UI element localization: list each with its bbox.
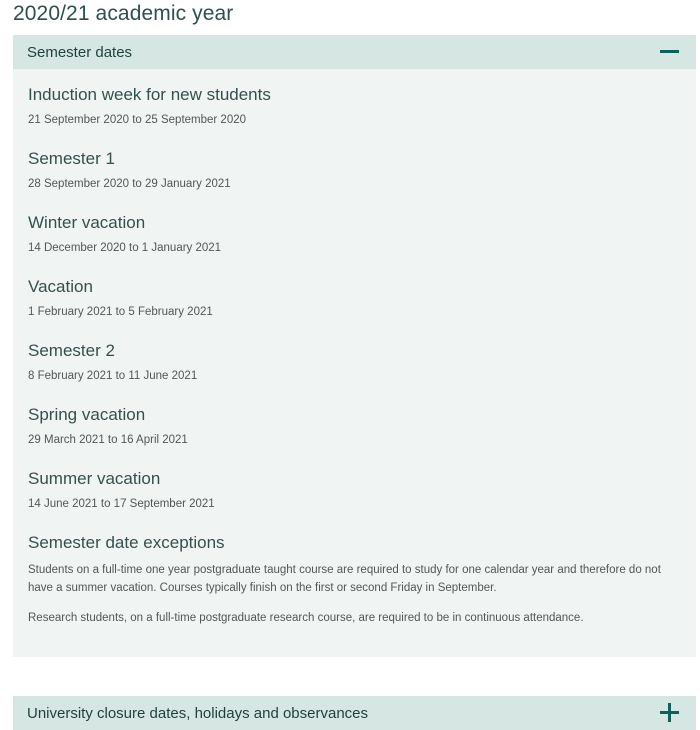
period-dates: 14 June 2021 to 17 September 2021 <box>28 498 215 510</box>
semester-exceptions <box>28 533 681 627</box>
period-dates: 29 March 2021 to 16 April 2021 <box>28 434 188 446</box>
period-dates: 28 September 2020 to 29 January 2021 <box>28 178 231 190</box>
page-title: 2020/21 academic year <box>13 2 234 25</box>
period-item <box>28 469 681 511</box>
period-name: Spring vacation <box>28 405 146 424</box>
period-name: Winter vacation <box>28 213 146 232</box>
period-dates: 21 September 2020 to 25 September 2020 <box>28 114 247 126</box>
exceptions-paragraph: Students on a full-time one year postgraduate taught course are required to study for one calendar year and therefore do not have a summer vacation. Courses typically finish on the first or second Friday in September. <box>28 564 661 594</box>
semester-dates-accordion <box>13 35 696 657</box>
period-name: Semester 1 <box>28 149 115 168</box>
period-item <box>28 405 681 447</box>
period-item <box>28 149 681 191</box>
period-name: Induction week for new students <box>28 85 271 104</box>
exceptions-paragraph: Research students, on a full-time postgraduate research course, are required to be in continuous attendance. <box>28 612 584 624</box>
minus-icon[interactable] <box>657 39 683 65</box>
period-item <box>28 277 681 319</box>
semester-dates-body <box>13 69 696 657</box>
semester-dates-title: Semester dates <box>27 43 133 61</box>
exceptions-heading: Semester date exceptions <box>28 533 225 552</box>
period-item <box>28 341 681 383</box>
period-dates: 8 February 2021 to 11 June 2021 <box>28 370 198 382</box>
period-item <box>28 85 681 127</box>
period-dates: 1 February 2021 to 5 February 2021 <box>28 306 213 318</box>
plus-icon[interactable] <box>657 700 683 726</box>
period-item <box>28 213 681 255</box>
period-name: Summer vacation <box>28 469 161 488</box>
closure-dates-title: University closure dates, holidays and observances <box>27 704 369 722</box>
period-name: Vacation <box>28 277 93 296</box>
period-name: Semester 2 <box>28 341 115 360</box>
semester-dates-header[interactable] <box>13 35 696 69</box>
period-dates: 14 December 2020 to 1 January 2021 <box>28 242 222 254</box>
